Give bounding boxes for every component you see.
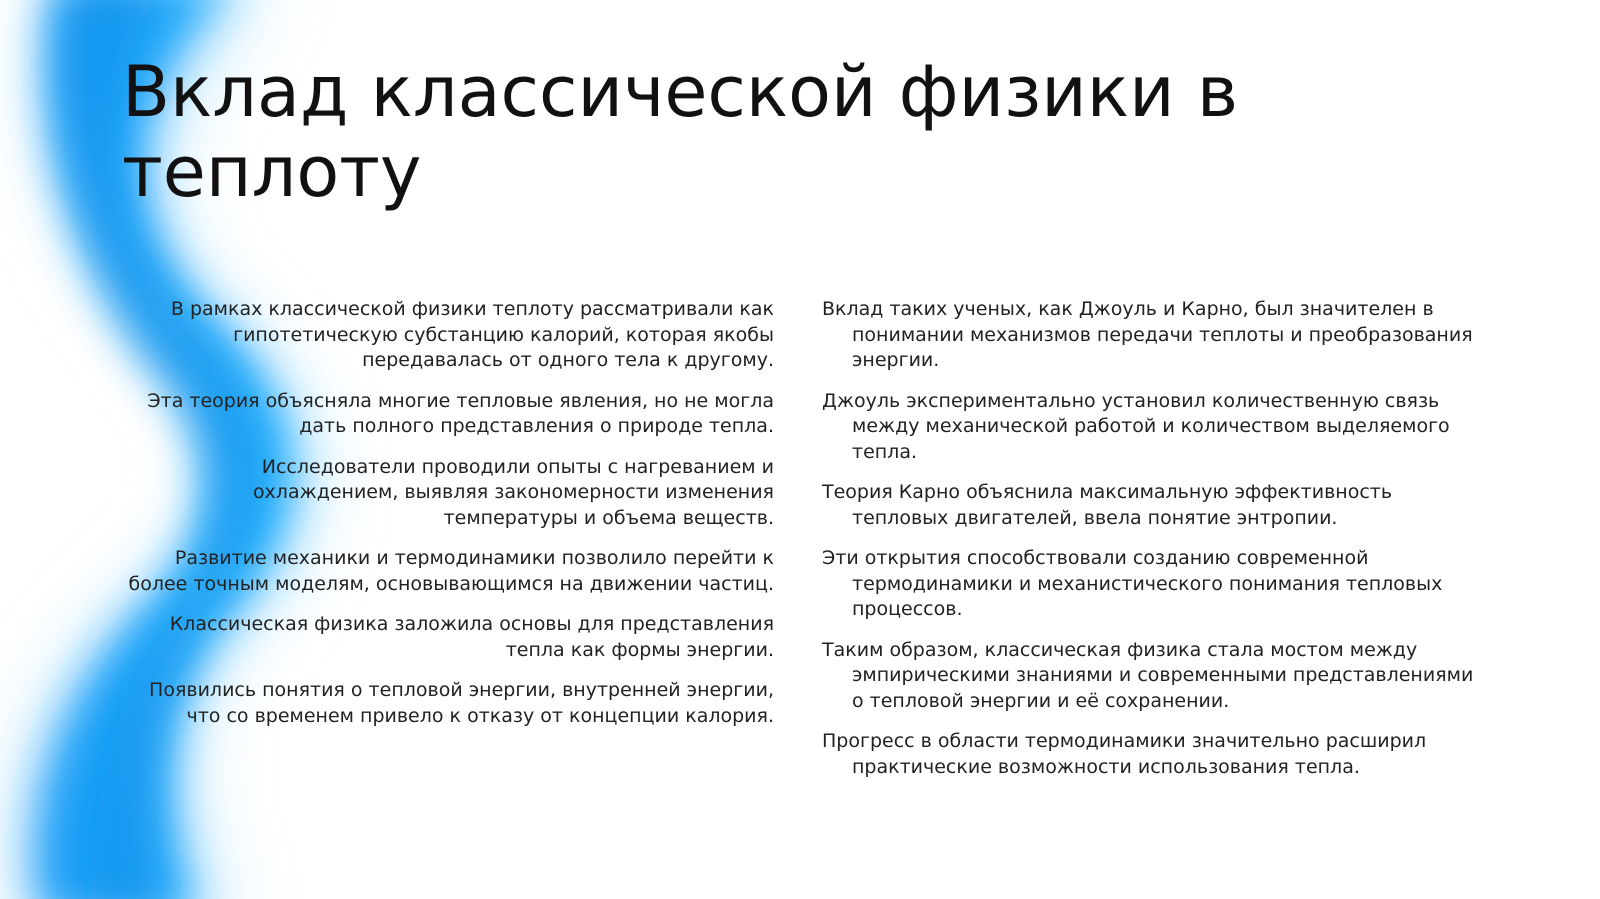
- left-column: [118, 297, 774, 744]
- slide-title: Вклад классической физики в теплоту: [122, 51, 1239, 213]
- left-paragraph: Исследователи проводили опыты с нагреванием и охлаждением, выявляя закономерности изменения температуры и объема веществ.: [252, 455, 774, 529]
- right-paragraph: Эти открытия способствовали созданию современной термодинамики и механистического понимания тепловых процессов.: [822, 547, 1443, 620]
- right-column: [822, 297, 1482, 795]
- right-paragraph: Таким образом, классическая физика стала мостом между эмпирическими знаниями и современными представлениями о тепловой энергии и её сохранении.: [822, 638, 1474, 712]
- right-paragraph: Прогресс в области термодинамики значительно расширил практические возможности использования тепла.: [822, 730, 1427, 778]
- left-paragraph: Появились понятия о тепловой энергии, внутренней энергии, что со временем привело к отказу от концепции калория.: [149, 679, 774, 727]
- left-paragraph: Развитие механики и термодинамики позволило перейти к более точным моделям, основывающимся на движении частиц.: [128, 547, 774, 595]
- left-paragraph: Эта теория объясняла многие тепловые явления, но не могла дать полного представления о природе тепла.: [147, 389, 774, 437]
- left-paragraph: В рамках классической физики теплоту рассматривали как гипотетическую субстанцию калорий, которая якобы передавалась от одного тела к другому.: [170, 298, 774, 371]
- left-paragraph: Классическая физика заложила основы для представления тепла как формы энергии.: [169, 613, 774, 661]
- right-paragraph: Джоуль экспериментально установил количественную связь между механической работой и количеством выделяемого тепла.: [822, 389, 1450, 463]
- right-paragraph: Вклад таких ученых, как Джоуль и Карно, был значителен в понимании механизмов передачи теплоты и преобразования энергии.: [822, 298, 1473, 371]
- right-paragraph: Теория Карно объяснила максимальную эффективность тепловых двигателей, ввела понятие энтропии.: [822, 481, 1393, 529]
